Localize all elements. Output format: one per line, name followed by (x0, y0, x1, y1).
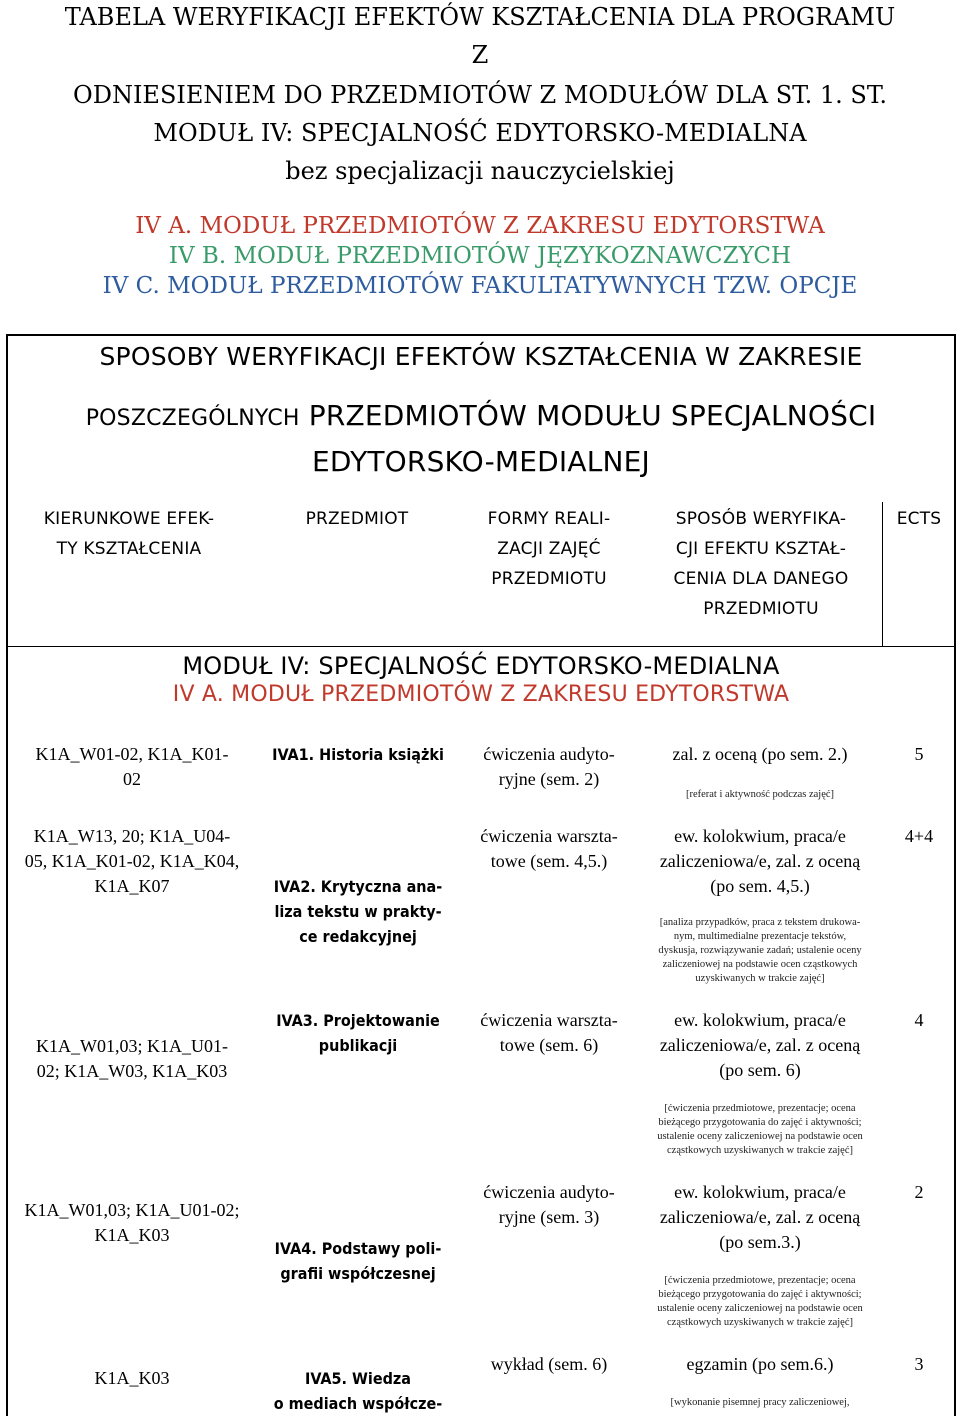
text-line: ryjne (sem. 3) (498, 1207, 600, 1227)
text-line: zaliczeniowa/e, zal. z oceną (659, 851, 861, 871)
text-line: ćwiczenia audyto- (483, 744, 615, 764)
note-line: [ćwiczenia przedmiotowe, prezentacje; ocena (664, 1103, 856, 1114)
row2-subject (258, 874, 458, 949)
col-header-line: ZACJI ZAJĘĆ (497, 539, 601, 559)
text-line: 05, K1A_K01-02, K1A_K04, (24, 851, 240, 871)
row4-subject (258, 1236, 458, 1286)
col-header-subject (252, 504, 462, 534)
col-header-line: SPOSÓB WERYFIKA- (675, 509, 847, 529)
text-line: (po sem.3.) (719, 1232, 801, 1252)
row2-effects (12, 824, 252, 899)
row1-subject (258, 742, 458, 767)
table-heading-rest: PRZEDMIOTÓW MODUŁU SPECJALNOŚCI (308, 399, 877, 432)
col-header-line: PRZEDMIOT (305, 509, 409, 529)
text-line: K1A_W01,03; K1A_U01- (36, 1036, 228, 1056)
row3-ects: 4 (914, 1010, 924, 1030)
note-line: [wykonanie pisemnej pracy zaliczeniowej, (670, 1397, 850, 1408)
text-line: ćwiczenia warszta- (480, 1010, 618, 1030)
row3-note (636, 1102, 884, 1158)
row1-forms (462, 742, 636, 792)
row4-effects (12, 1198, 252, 1248)
table-heading-line-3: EDYTORSKO-MEDIALNEJ (311, 445, 651, 478)
row5-effects (12, 1366, 252, 1391)
module-b-heading: IV B. MODUŁ PRZEDMIOTÓW JĘZYKOZNAWCZYCH (168, 243, 792, 269)
text-line: IVA5. Wiedza (304, 1369, 411, 1388)
text-line: (po sem. 6) (719, 1060, 801, 1080)
text-line: K1A_W01,03; K1A_U01-02; (24, 1200, 240, 1220)
text-line: egzamin (po sem.6.) (686, 1354, 834, 1374)
text-line: wykład (sem. 6) (490, 1354, 608, 1374)
col-header-line: TY KSZTAŁCENIA (56, 539, 202, 559)
header-row-divider (8, 646, 954, 647)
col-header-line: FORMY REALI- (487, 509, 611, 529)
text-line: liza tekstu w prakty- (274, 902, 442, 921)
text-line: (po sem. 4,5.) (710, 876, 810, 896)
text-line: K1A_K03 (94, 1225, 170, 1245)
text-line: zaliczeniowa/e, zal. z oceną (659, 1035, 861, 1055)
row3-verification (636, 1008, 884, 1083)
text-line: ryjne (sem. 2) (498, 769, 600, 789)
text-line: K1A_W01-02, K1A_K01- (35, 744, 229, 764)
row5-verification (636, 1352, 884, 1377)
row2-forms (462, 824, 636, 874)
table-heading-line-1: SPOSOBY WERYFIKACJI EFEKTÓW KSZTAŁCENIA W ZAKRESIE (99, 342, 863, 371)
doc-title-line-4: MODUŁ IV: SPECJALNOŚĆ EDYTORSKO-MEDIALNA (153, 119, 807, 147)
row4-forms (462, 1180, 636, 1230)
row4-ects: 2 (914, 1182, 924, 1202)
col-header-ects (884, 504, 954, 534)
verification-table (6, 334, 956, 1416)
row1-ects: 5 (914, 744, 924, 764)
text-line: IVA3. Projektowanie (276, 1011, 440, 1030)
text-line: zaliczeniowa/e, zal. z oceną (659, 1207, 861, 1227)
col-header-line: CENIA DLA DANEGO (673, 569, 849, 589)
text-line: IVA4. Podstawy poli- (274, 1239, 442, 1258)
module-c-heading: IV C. MODUŁ PRZEDMIOTÓW FAKULTATYWNYCH TZW. OPCJE (102, 273, 858, 299)
note-line: dyskusja, rozwiązywanie zadań; ustalenie oceny (658, 945, 862, 956)
text-line: towe (sem. 4,5.) (490, 851, 608, 871)
row4-verification (636, 1180, 884, 1255)
col-header-verification (636, 504, 886, 624)
row5-forms (462, 1352, 636, 1377)
text-line: ćwiczenia warszta- (480, 826, 618, 846)
row2-verification (636, 824, 884, 899)
doc-title-line-2: Z (471, 41, 489, 69)
row3-subject (258, 1008, 458, 1058)
row5-note (636, 1396, 884, 1410)
text-line: ew. kolokwium, praca/e (674, 1010, 846, 1030)
row5-ects: 3 (914, 1354, 924, 1374)
ects-column-divider (882, 502, 883, 646)
col-header-forms (462, 504, 636, 594)
text-line: K1A_W13, 20; K1A_U04- (33, 826, 231, 846)
text-line: publikacji (318, 1036, 398, 1055)
note-line: ustalenie oceny zaliczeniowej na podstawie ocen (657, 1303, 863, 1314)
note-line: [ćwiczenia przedmiotowe, prezentacje; ocena (664, 1275, 856, 1286)
text-line: towe (sem. 6) (499, 1035, 599, 1055)
doc-title-line-3: ODNIESIENIEM DO PRZEDMIOTÓW Z MODUŁÓW DLA ST. 1. ST. (73, 81, 887, 109)
text-line: ew. kolokwium, praca/e (674, 1182, 846, 1202)
row5-subject (258, 1366, 458, 1416)
note-line: cząstkowych uzyskiwanych w trakcie zajęć] (667, 1317, 853, 1328)
row1-verification (636, 742, 884, 767)
note-line: bieżącego przygotowania do zajęć i aktywności; (658, 1289, 862, 1300)
table-heading-small: POSZCZEGÓLNYCH (85, 406, 300, 431)
col-header-line: PRZEDMIOTU (703, 599, 819, 619)
row2-ects: 4+4 (904, 826, 934, 846)
note-line: cząstkowych uzyskiwanych w trakcie zajęć] (667, 1145, 853, 1156)
text-line: ćwiczenia audyto- (483, 1182, 615, 1202)
text-line: 02; K1A_W03, K1A_K03 (36, 1061, 228, 1081)
note-line: [analiza przypadków, praca z tekstem drukowa- (659, 917, 861, 928)
note-line: uzyskiwanych w trakcie zajęć] (695, 973, 825, 984)
module-subtitle: IV A. MODUŁ PRZEDMIOTÓW Z ZAKRESU EDYTORSTWA (172, 682, 790, 707)
row4-note (636, 1274, 884, 1330)
text-line: K1A_K03 (94, 1368, 170, 1388)
col-header-line: CJI EFEKTU KSZTAŁ- (675, 539, 847, 559)
col-header-line: KIERUNKOWE EFEK- (43, 509, 215, 529)
note-line: bieżącego przygotowania do zajęć i aktywności; (658, 1117, 862, 1128)
table-heading-line-2 (8, 396, 954, 439)
col-header-effects (8, 504, 250, 564)
doc-title-line-1: TABELA WERYFIKACJI EFEKTÓW KSZTAŁCENIA DLA PROGRAMU (64, 3, 896, 31)
module-a-heading: IV A. MODUŁ PRZEDMIOTÓW Z ZAKRESU EDYTORSTWA (135, 213, 825, 239)
text-line: ew. kolokwium, praca/e (674, 826, 846, 846)
col-header-line: PRZEDMIOTU (491, 569, 607, 589)
row3-effects (12, 1034, 252, 1084)
text-line: o mediach współcze- (273, 1394, 443, 1413)
note-line: zaliczeniowej na podstawie ocen cząstkowych (662, 959, 858, 970)
text-line: zal. z oceną (po sem. 2.) (672, 744, 848, 764)
module-title: MODUŁ IV: SPECJALNOŚĆ EDYTORSKO-MEDIALNA (182, 652, 780, 680)
row1-effects (12, 742, 252, 792)
col-header-line: ECTS (896, 509, 942, 529)
note-line: nym, multimedialne prezentacje tekstów, (673, 931, 847, 942)
row3-forms (462, 1008, 636, 1058)
doc-subtitle: bez specjalizacji nauczycielskiej (285, 157, 675, 185)
text-line: K1A_K07 (94, 876, 170, 896)
note-line: ustalenie oceny zaliczeniowej na podstawie ocen (657, 1131, 863, 1142)
text-line: IVA2. Krytyczna ana- (273, 877, 443, 896)
text-line: IVA1. Historia książki (272, 745, 444, 764)
row2-note (636, 916, 884, 986)
text-line: 02 (123, 769, 141, 789)
text-line: grafii współczesnej (280, 1264, 436, 1283)
row1-note (636, 788, 884, 802)
text-line: ce redakcyjnej (299, 927, 417, 946)
note-line: [referat i aktywność podczas zajęć] (685, 789, 835, 800)
